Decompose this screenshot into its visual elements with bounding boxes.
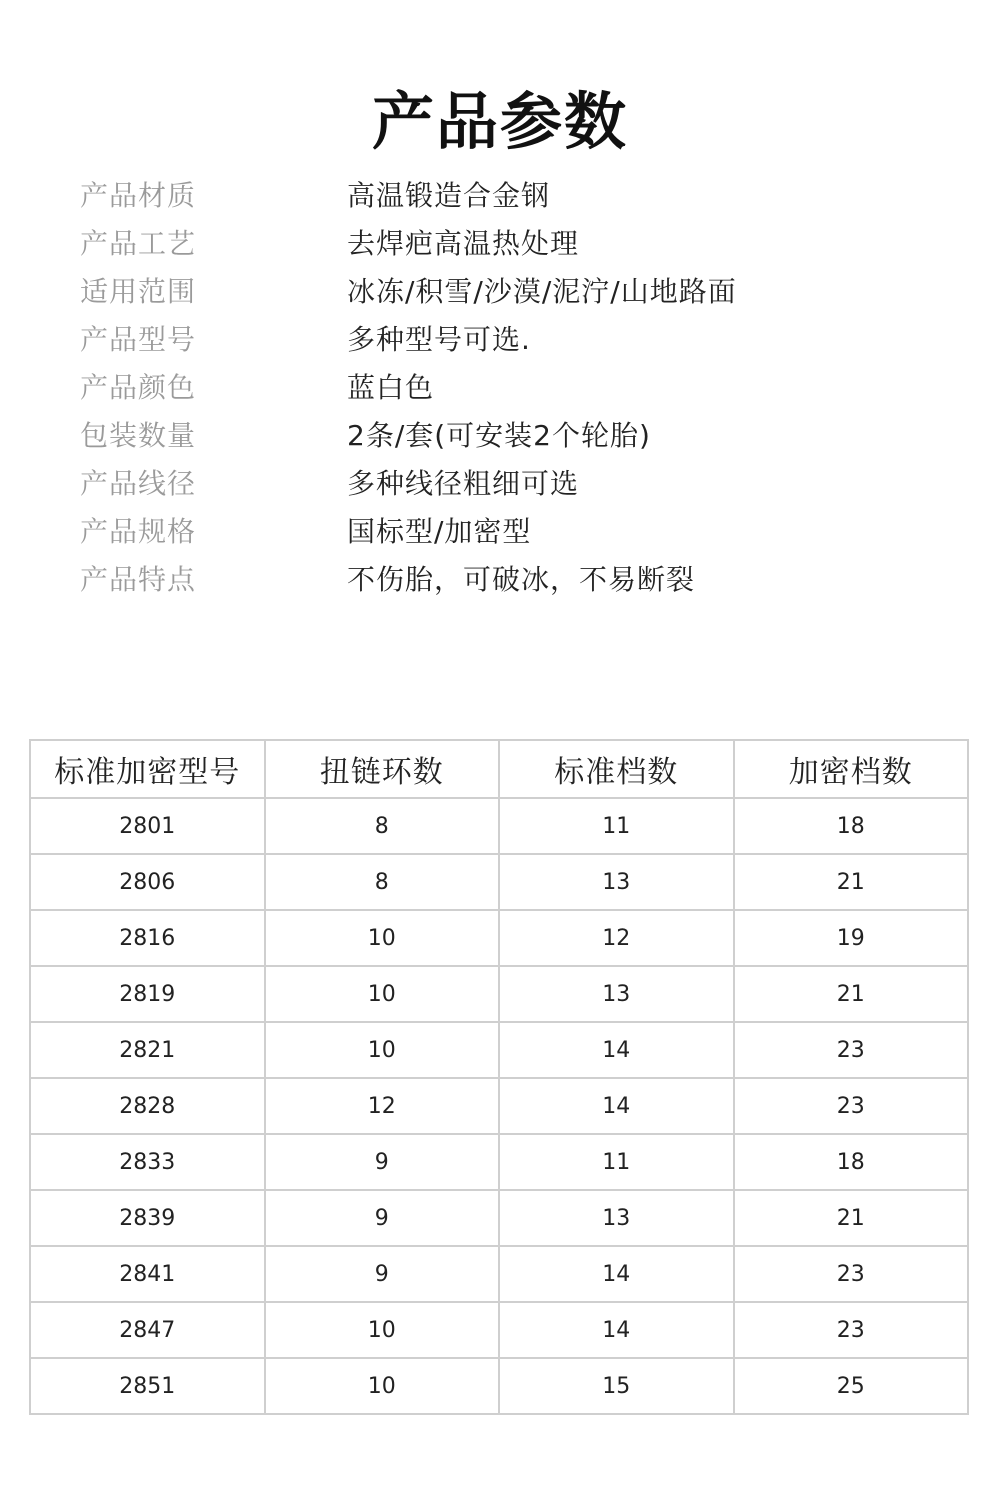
table-row [30, 966, 968, 1022]
table-cell: 18 [734, 1134, 969, 1190]
param-label: 适用范围 [80, 275, 197, 308]
page-title: 产品参数 [371, 85, 628, 158]
table-cell: 2816 [30, 910, 265, 966]
param-row-scope [80, 268, 940, 316]
table-cell: 15 [499, 1358, 734, 1414]
table-cell: 11 [499, 798, 734, 854]
table-row [30, 1358, 968, 1414]
param-label: 产品颜色 [80, 371, 197, 404]
table-cell: 10 [265, 966, 500, 1022]
table-cell: 2841 [30, 1246, 265, 1302]
table-cell: 14 [499, 1246, 734, 1302]
table-cell: 13 [499, 854, 734, 910]
param-value: 蓝白色 [347, 371, 435, 404]
param-value: 高温锻造合金钢 [347, 179, 551, 212]
table-row [30, 1246, 968, 1302]
param-value: 去焊疤高温热处理 [347, 227, 580, 260]
table-cell: 2801 [30, 798, 265, 854]
param-value: 多种线径粗细可选 [347, 467, 580, 500]
param-list [80, 172, 940, 604]
table-cell: 9 [265, 1134, 500, 1190]
table-cell: 21 [734, 1190, 969, 1246]
table-row [30, 854, 968, 910]
table-cell: 12 [499, 910, 734, 966]
table-cell: 2828 [30, 1078, 265, 1134]
table-cell: 23 [734, 1302, 969, 1358]
table-row [30, 1302, 968, 1358]
table-cell: 14 [499, 1302, 734, 1358]
param-row-wire-diameter [80, 460, 940, 508]
table-cell: 25 [734, 1358, 969, 1414]
table-cell: 2847 [30, 1302, 265, 1358]
table-cell: 9 [265, 1190, 500, 1246]
param-row-material [80, 172, 940, 220]
table-cell: 2819 [30, 966, 265, 1022]
table-cell: 11 [499, 1134, 734, 1190]
param-value: 冰冻/积雪/沙漠/泥泞/山地路面 [347, 275, 737, 308]
param-value: 多种型号可选. [347, 323, 531, 356]
table-cell: 2833 [30, 1134, 265, 1190]
table-cell: 2851 [30, 1358, 265, 1414]
param-row-color [80, 364, 940, 412]
table-cell: 2839 [30, 1190, 265, 1246]
table-row [30, 1134, 968, 1190]
table-cell: 10 [265, 910, 500, 966]
table-cell: 14 [499, 1022, 734, 1078]
table-header-row [30, 740, 968, 798]
param-row-process [80, 220, 940, 268]
param-value: 国标型/加密型 [347, 515, 532, 548]
param-row-features [80, 556, 940, 604]
table-cell: 23 [734, 1246, 969, 1302]
spec-table [29, 739, 969, 1415]
table-cell: 10 [265, 1358, 500, 1414]
table-row [30, 798, 968, 854]
column-header-dense-rungs: 加密档数 [734, 740, 969, 798]
param-label: 产品材质 [80, 179, 197, 212]
column-header-twist-links: 扭链环数 [265, 740, 500, 798]
table-cell: 10 [265, 1022, 500, 1078]
table-cell: 23 [734, 1022, 969, 1078]
table-cell: 13 [499, 966, 734, 1022]
table-cell: 18 [734, 798, 969, 854]
param-row-spec [80, 508, 940, 556]
table-cell: 2806 [30, 854, 265, 910]
table-row [30, 910, 968, 966]
table-row [30, 1078, 968, 1134]
column-header-standard-rungs: 标准档数 [499, 740, 734, 798]
table-cell: 9 [265, 1246, 500, 1302]
table-row [30, 1022, 968, 1078]
table-cell: 14 [499, 1078, 734, 1134]
table-cell: 8 [265, 854, 500, 910]
table-row [30, 1190, 968, 1246]
table-cell: 23 [734, 1078, 969, 1134]
table-cell: 12 [265, 1078, 500, 1134]
table-cell: 8 [265, 798, 500, 854]
param-label: 包装数量 [80, 419, 197, 452]
param-label: 产品线径 [80, 467, 197, 500]
param-label: 产品工艺 [80, 227, 197, 260]
param-label: 产品规格 [80, 515, 197, 548]
table-cell: 2821 [30, 1022, 265, 1078]
param-row-quantity [80, 412, 940, 460]
column-header-model: 标准加密型号 [30, 740, 265, 798]
table-cell: 19 [734, 910, 969, 966]
table-cell: 21 [734, 966, 969, 1022]
table-cell: 21 [734, 854, 969, 910]
param-value: 不伤胎，可破冰，不易断裂 [347, 563, 696, 596]
param-label: 产品型号 [80, 323, 197, 356]
param-label: 产品特点 [80, 563, 197, 596]
param-row-model [80, 316, 940, 364]
table-cell: 10 [265, 1302, 500, 1358]
param-value: 2条/套(可安装2个轮胎) [347, 419, 651, 452]
table-cell: 13 [499, 1190, 734, 1246]
